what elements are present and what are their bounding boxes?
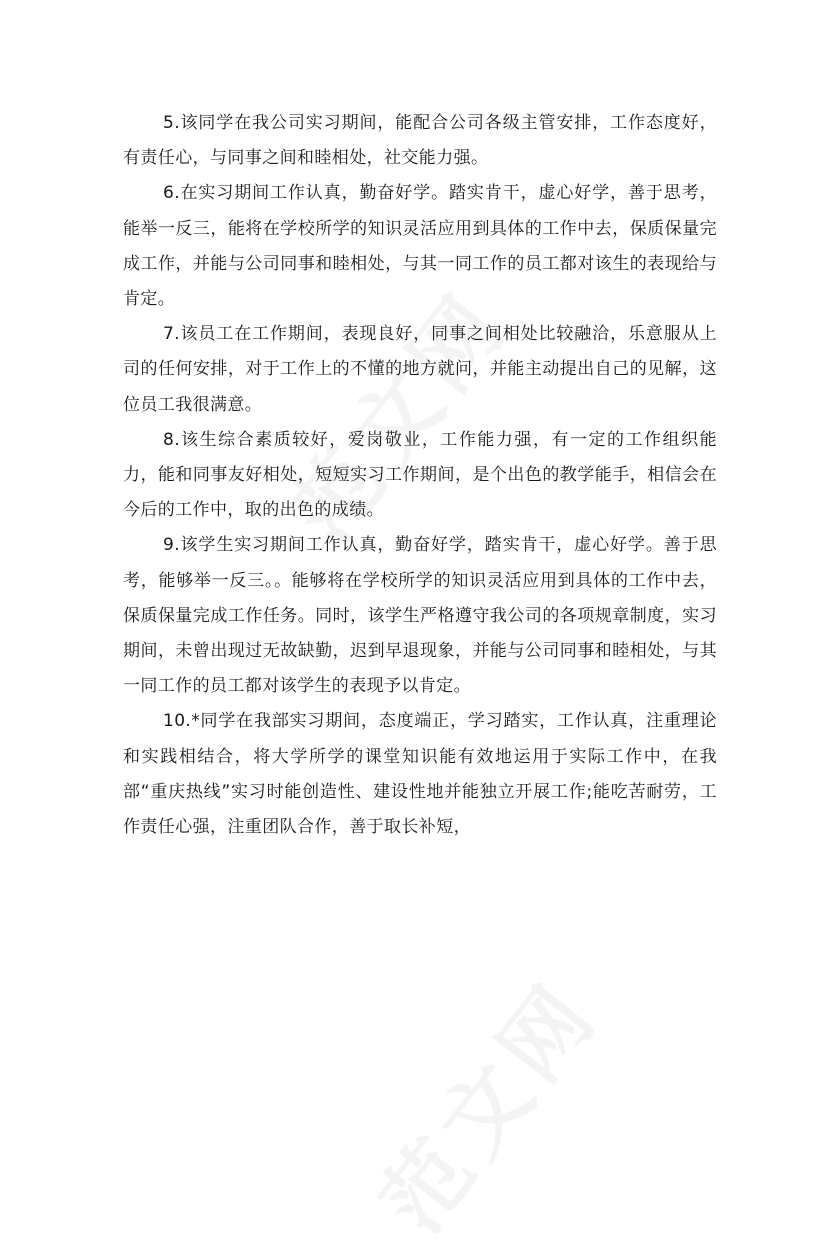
- watermark: [346, 950, 621, 1253]
- paragraph-7: 7.该员工在工作期间，表现良好，同事之间相处比较融洽，乐意服从上司的任何安排，对于工作上的不懂的地方就问，并能主动提出自己的见解，这位员工我很满意。: [123, 324, 717, 415]
- document-body: [123, 106, 717, 845]
- paragraph-9: 9.该学生实习期间工作认真，勤奋好学，踏实肯干，虚心好学。善于思考，能够举一反三。。能够将在学校所学的知识灵活应用到具体的工作中去，保质保量完成工作任务。同时，该学生严格遵守我公司的各项规章制度，实习期间，未曾出现过无故缺勤，迟到早退现象，并能与公司同事和睦相处，与其一同工作的员工都对该学生的表现予以肯定。: [123, 535, 717, 697]
- paragraph-6: 6.在实习期间工作认真，勤奋好学。踏实肯干，虚心好学，善于思考，能举一反三，能将在学校所学的知识灵活应用到具体的工作中去，保质保量完成工作，并能与公司同事和睦相处，与其一同工作的员工都对该生的表现给与肯定。: [123, 183, 717, 310]
- paragraph-10: 10.*同学在我部实习期间，态度端正，学习踏实，工作认真，注重理论和实践相结合，将大学所学的课堂知识能有效地运用于实际工作中，在我部“重庆热线”实习时能创造性、建设性地并能独立开展工作;能吃苦耐劳，工作责任心强，注重团队合作，善于取长补短，: [123, 711, 717, 838]
- paragraph-8: 8.该生综合素质较好，爱岗敬业，工作能力强，有一定的工作组织能力，能和同事友好相处，短短实习工作期间，是个出色的教学能手，相信会在今后的工作中，取的出色的成绩。: [123, 429, 717, 521]
- paragraph-5: 5.该同学在我公司实习期间，能配合公司各级主管安排，工作态度好，有责任心，与同事之间和睦相处，社交能力强。: [123, 113, 717, 169]
